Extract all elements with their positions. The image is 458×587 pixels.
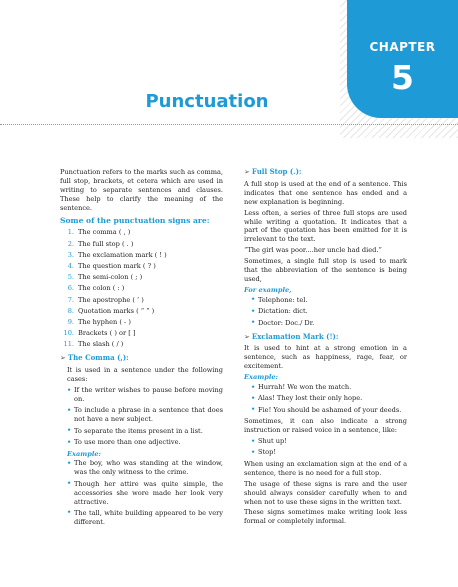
list-item: 5. The semi-colon ( ; ) (67, 273, 143, 282)
page-title: Punctuation (145, 91, 269, 112)
list-item: • If the writer wishes to pause before moving on. (67, 385, 223, 403)
for-example-label: For example, (244, 285, 292, 294)
bullet-icon: • (67, 405, 72, 414)
fullstop-paragraph: Sometimes, a single full stop is used to mark that the abbreviation of the sentence is being used, (244, 257, 407, 283)
bullet-icon: • (251, 436, 256, 445)
chapter-label: CHAPTER (369, 40, 436, 54)
signs-heading: Some of the punctuation signs are: (60, 215, 210, 225)
list-item: • Though her attire was quite simple, the accessories she wore made her look very attractive. (67, 479, 223, 506)
arrow-icon: ➢ (244, 168, 250, 176)
list-item: 6. The colon ( : ) (67, 284, 125, 293)
bullet-icon: • (67, 385, 72, 394)
bullet-icon: • (67, 508, 72, 517)
arrow-icon: ➢ (60, 354, 66, 363)
example-label: Example: (244, 373, 278, 382)
header-blank (0, 0, 340, 138)
list-item: 2. The full stop ( . ) (67, 239, 134, 248)
exclamation-examples-2 (244, 437, 407, 457)
exclamation-paragraph: It is used to hint at a strong emotion in a sentence, such as happiness, rage, fear, or excitement. (244, 344, 407, 371)
signs-list (60, 228, 223, 349)
bullet-icon: • (251, 447, 256, 456)
exclamation-paragraph: Sometimes, it can also indicate a strong instruction or raised voice in a sentence, like: (244, 417, 407, 435)
comma-examples (60, 459, 223, 526)
list-item: 9. The hyphen ( - ) (67, 318, 131, 327)
bullet-icon: • (67, 458, 72, 467)
example-label: Example: (67, 449, 101, 458)
bullet-icon: • (251, 318, 256, 327)
list-item: • Hurrah! We won the match. (251, 382, 352, 392)
list-item: 1. The comma ( , ) (67, 228, 131, 237)
list-item: 11. The slash ( / ) (63, 340, 124, 349)
bullet-icon: • (251, 393, 256, 402)
list-item: • Dictation: dict. (251, 306, 308, 316)
right-column (244, 168, 407, 528)
bullet-icon: • (251, 306, 256, 315)
fullstop-examples (244, 296, 407, 328)
list-item: 8. Quotation marks ( “ ” ) (67, 306, 155, 315)
list-item: • To separate the items present in a list. (67, 426, 203, 435)
arrow-icon: ➢ (244, 332, 250, 341)
list-item: • Fie! You should be ashamed of your deeds. (251, 405, 402, 414)
list-item: 10. Brackets ( ) or [ ] (63, 329, 136, 338)
list-item: • The boy, who was standing at the window, was the only witness to the crime. (67, 458, 223, 477)
list-item: • Alas! They lost their only hope. (251, 393, 363, 403)
exclamation-heading: ➢ Exclamation Mark (!): (244, 331, 339, 341)
list-item: • Telephone: tel. (251, 295, 308, 304)
list-item: 3. The exclamation mark ( ! ) (67, 250, 167, 259)
fullstop-paragraph: Less often, a series of three full stops are used while writing a quotation. It indicates that a part of the quotation has been emitted for it is irrelevant to the text. (244, 208, 407, 244)
list-item: • To use more than one adjective. (67, 437, 181, 447)
comma-heading: ➢ The Comma (,): (60, 353, 129, 363)
intro-paragraph: Punctuation refers to the marks such as comma, full stop, brackets, et cetera which are used in writing to separate sentences and clauses. These help to clarify the meaning of the sentence. (60, 168, 223, 212)
bullet-icon: • (251, 382, 256, 391)
list-item: 7. The apostrophe ( ’ ) (67, 295, 144, 304)
list-item: • Stop! (251, 447, 277, 457)
exclamation-paragraph: These signs sometimes make writing look less formal or completely informal. (244, 508, 407, 526)
list-item: • To include a phrase in a sentence that does not have a new subject. (67, 405, 223, 424)
bullet-icon: • (67, 437, 72, 446)
list-item: • The tall, white building appeared to be very different. (67, 508, 223, 526)
exclamation-paragraph: The usage of these signs is rare and the user should always consider carefully when to and when not to use these signs in the written text. (244, 479, 407, 506)
list-item: • Shut up! (251, 436, 287, 446)
fullstop-heading: ➢ Full Stop (.): (244, 167, 302, 176)
chapter-number: 5 (391, 58, 414, 97)
list-item: 4. The question mark ( ? ) (67, 262, 156, 271)
exclamation-examples (244, 383, 407, 415)
bullet-icon: • (251, 405, 256, 414)
title-divider (0, 124, 458, 125)
left-column (60, 168, 223, 529)
bullet-icon: • (67, 479, 72, 488)
comma-intro: It is used in a sentence under the following cases: (67, 366, 223, 384)
list-item: • Doctor: Doc./ Dr. (251, 318, 315, 327)
bullet-icon: • (67, 426, 72, 435)
comma-cases (60, 386, 223, 447)
fullstop-paragraph: A full stop is used at the end of a sentence. This indicates that one sentence has ended and a new explanation is beginning. (244, 179, 407, 206)
fullstop-quote: “The girl was poor....her uncle had died.” (244, 246, 382, 255)
bullet-icon: • (251, 295, 256, 304)
exclamation-paragraph: When using an exclamation sign at the end of a sentence, there is no need for a full stop. (244, 459, 407, 477)
